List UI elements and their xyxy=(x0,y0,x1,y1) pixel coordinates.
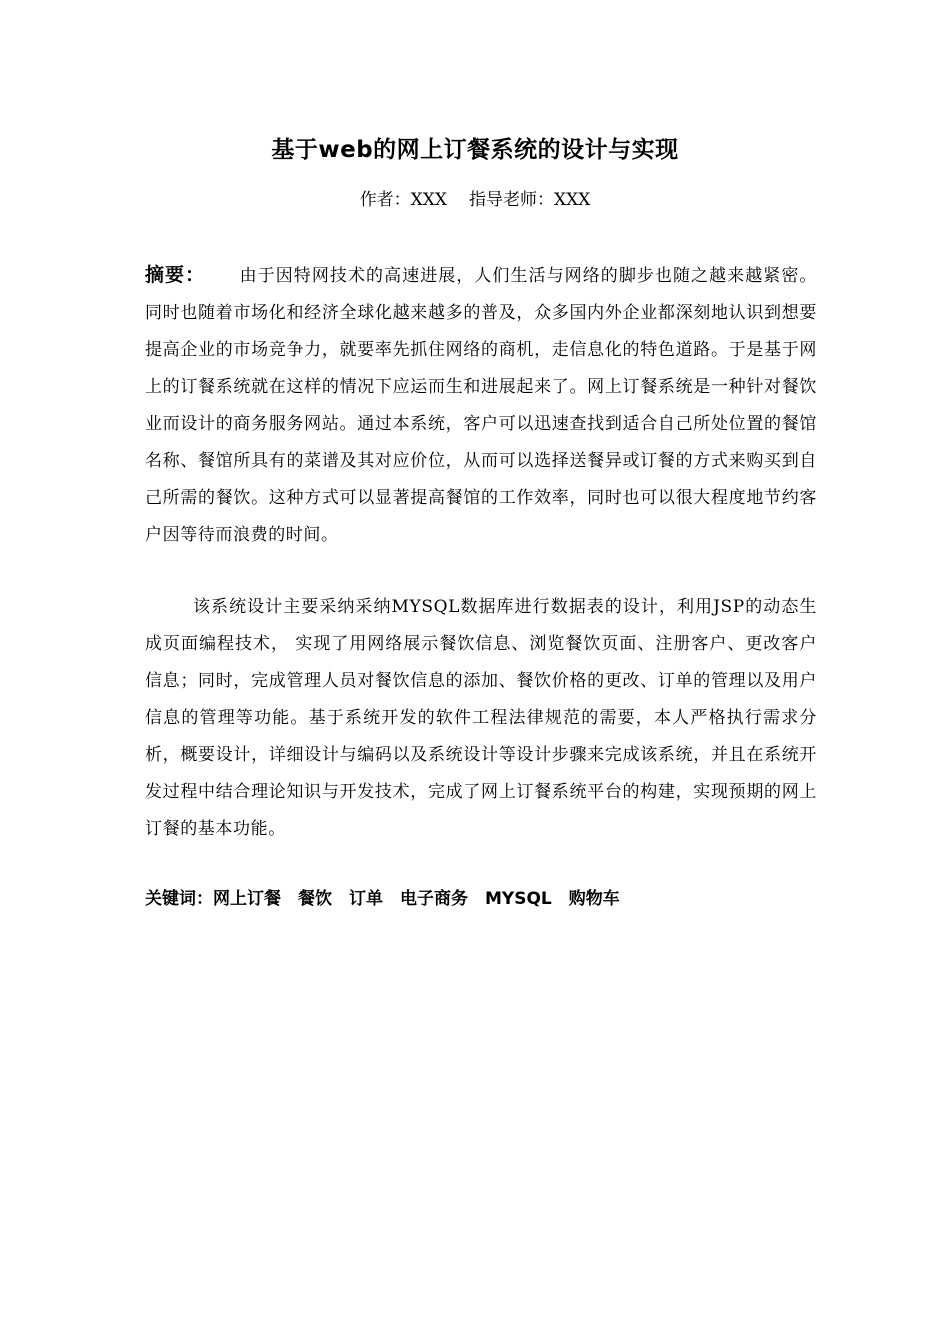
byline xyxy=(0,186,950,214)
abstract-text: 由于因特网技术的高速进展，人们生活与网络的脚步也随之越来越紧密。同时也随着市场化和经济全球化越来越多的普及，众多国内外企业都深刻地认识到想要提高企业的市场竞争力，就要率先抓住网络的商机，走信息化的特色道路。于是基于网上的订餐系统就在这样的情况下应运而生和进展起来了。网上订餐系统是一种针对餐饮业而设计的商务服务网站。通过本系统，客户可以迅速查找到适合自己所处位置的餐馆名称、餐馆所具有的菜谱及其对应价位，从而可以选择送餐异或订餐的方式来购买到自己所需的餐饮。这种方式可以显著提高餐馆的工作效率，同时也可以很大程度地节约客户因等待而浪费的时间。 xyxy=(145,266,817,545)
keyword: 餐饮 xyxy=(298,889,332,909)
abstract-paragraph xyxy=(145,257,817,554)
abstract-label: 摘要： xyxy=(145,264,206,286)
keyword: 订单 xyxy=(349,889,383,909)
keyword: MYSQL xyxy=(485,889,552,909)
keyword: 电子商务 xyxy=(400,889,468,909)
keywords-label: 关键词： xyxy=(145,889,213,909)
keyword: 网上订餐 xyxy=(213,889,281,909)
second-paragraph: 该系统设计主要采纳采纳MYSQL数据库进行数据表的设计，利用JSP的动态生成页面编程技术， 实现了用网络展示餐饮信息、浏览餐饮页面、注册客户、更改客户信息；同时，完成管理人员对餐饮信息的添加、餐饮价格的更改、订单的管理以及用户信息的管理等功能。基于系统开发的软件工程法律规范的需要，本人严格执行需求分析，概要设计，详细设计与编码以及系统设计等设计步骤来完成该系统，并且在系统开发过程中结合理论知识与开发技术，完成了网上订餐系统平台的构建，实现预期的网上订餐的基本功能。 xyxy=(145,597,817,839)
document-title: 基于web的网上订餐系统的设计与实现 xyxy=(271,137,679,163)
advisor-text: 指导老师：XXX xyxy=(469,190,591,210)
keywords-line xyxy=(145,884,620,914)
author-text: 作者：XXX xyxy=(359,190,447,210)
keyword: 购物车 xyxy=(568,889,620,909)
